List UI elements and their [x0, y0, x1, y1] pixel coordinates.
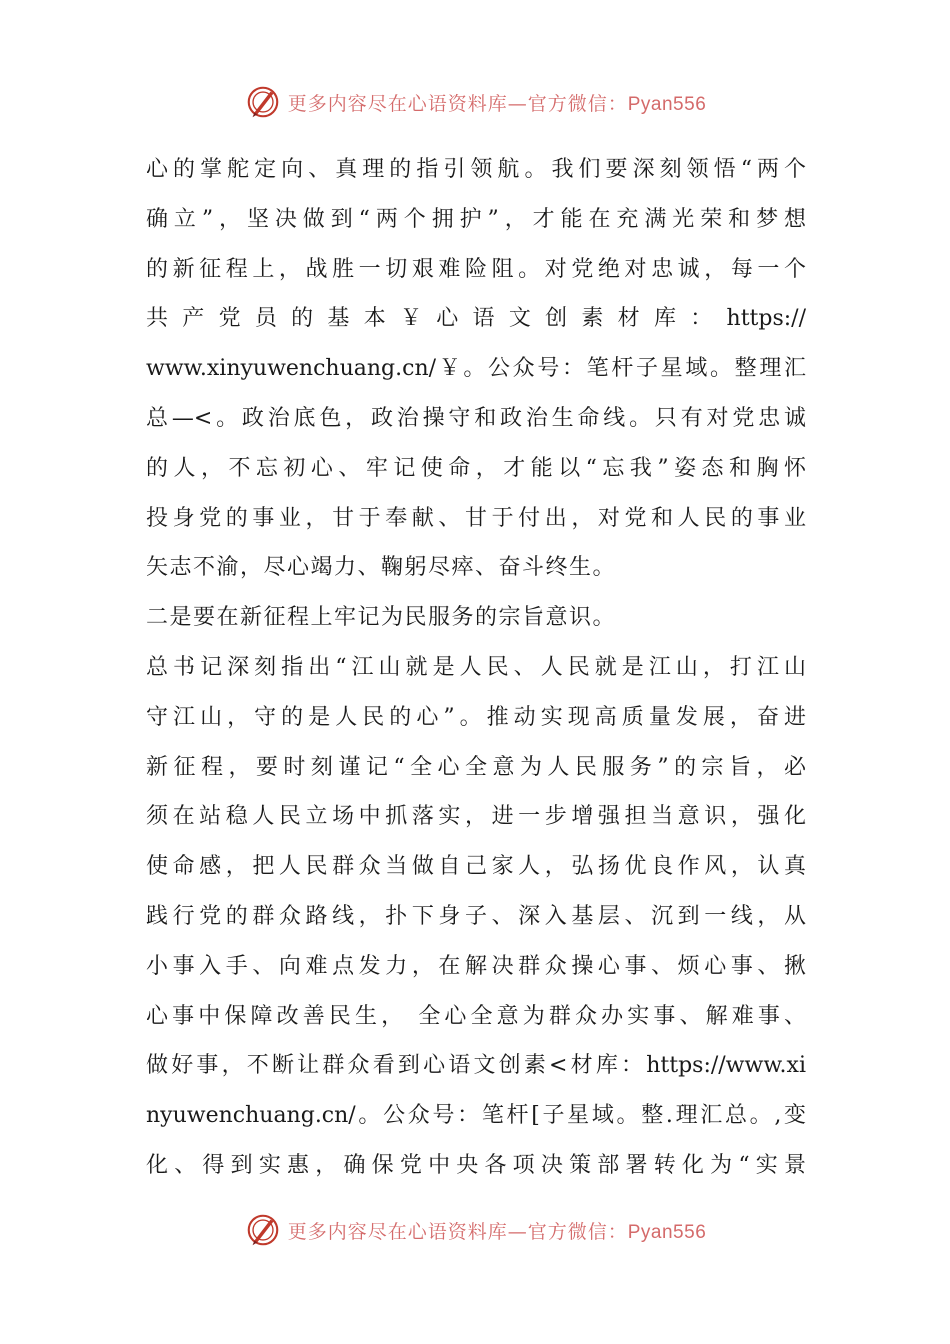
text-line: 践行党的群众路线，扑下身子、深入基层、沉到一线，从: [146, 903, 806, 929]
text-line: 矢志不渝，尽心竭力、鞠躬尽瘁、奋斗终生。: [146, 555, 617, 581]
document-body: [146, 145, 806, 1191]
text-line: 总书记深刻指出“江山就是人民、人民就是江山，打江山: [146, 654, 806, 680]
text-line: 确立”，坚决做到“两个拥护”，才能在充满光荣和梦想: [146, 206, 806, 232]
text-line: 心事中保障改善民生， 全心全意为群众办实事、解难事、: [146, 1003, 806, 1029]
text-line: 化、得到实惠，确保党中央各项决策部署转化为“实景: [146, 1152, 806, 1178]
text-line: nyuwenchuang.cn/。公众号：笔杆[子星域。整.理汇总。,变: [146, 1103, 806, 1129]
text-line: 投身党的事业，甘于奉献、甘于付出，对党和人民的事业: [146, 505, 806, 531]
text-line: 共 产 党 员 的 基 本 ￥ 心 语 文 创 素 材 库 ： https://: [146, 306, 806, 332]
text-line: 新征程，要时刻谨记“全心全意为人民服务”的宗旨，必: [146, 754, 806, 780]
footer-banner: [0, 1208, 950, 1252]
banner-text: 更多内容尽在心语资料库—官方微信：Pyan556: [287, 1220, 707, 1243]
text-line: 做好事，不断让群众看到心语文创素<材库：https://www.xi: [146, 1053, 806, 1079]
text-line: 须在站稳人民立场中抓落实，进一步增强担当意识，强化: [146, 804, 806, 830]
pen-logo-icon: [244, 83, 282, 121]
wechat-id: Pyan556: [627, 1221, 707, 1243]
pen-logo-icon: [244, 1211, 282, 1249]
text-line: 使命感，把人民群众当做自己家人，弘扬优良作风，认真: [146, 854, 806, 880]
header-banner: [0, 80, 950, 124]
section-heading: 二是要在新征程上牢记为民服务的宗旨意识。: [146, 605, 617, 631]
text-line: 小事入手、向难点发力，在解决群众操心事、烦心事、揪: [146, 953, 806, 979]
text-line: 守江山，守的是人民的心”。推动实现高质量发展，奋进: [146, 704, 806, 730]
text-line: www.xinyuwenchuang.cn/￥。公众号：笔杆子星域。整理汇: [146, 356, 806, 382]
wechat-id: Pyan556: [627, 93, 707, 115]
text-line: 总—<。政治底色，政治操守和政治生命线。只有对党忠诚: [146, 405, 806, 431]
banner-text: 更多内容尽在心语资料库—官方微信：Pyan556: [287, 92, 707, 115]
text-line: 的人，不忘初心、牢记使命，才能以“忘我”姿态和胸怀: [146, 455, 806, 481]
text-line: 心的掌舵定向、真理的指引领航。我们要深刻领悟“两个: [146, 157, 806, 182]
text-line: 的新征程上，战胜一切艰难险阻。对党绝对忠诚，每一个: [146, 256, 806, 282]
